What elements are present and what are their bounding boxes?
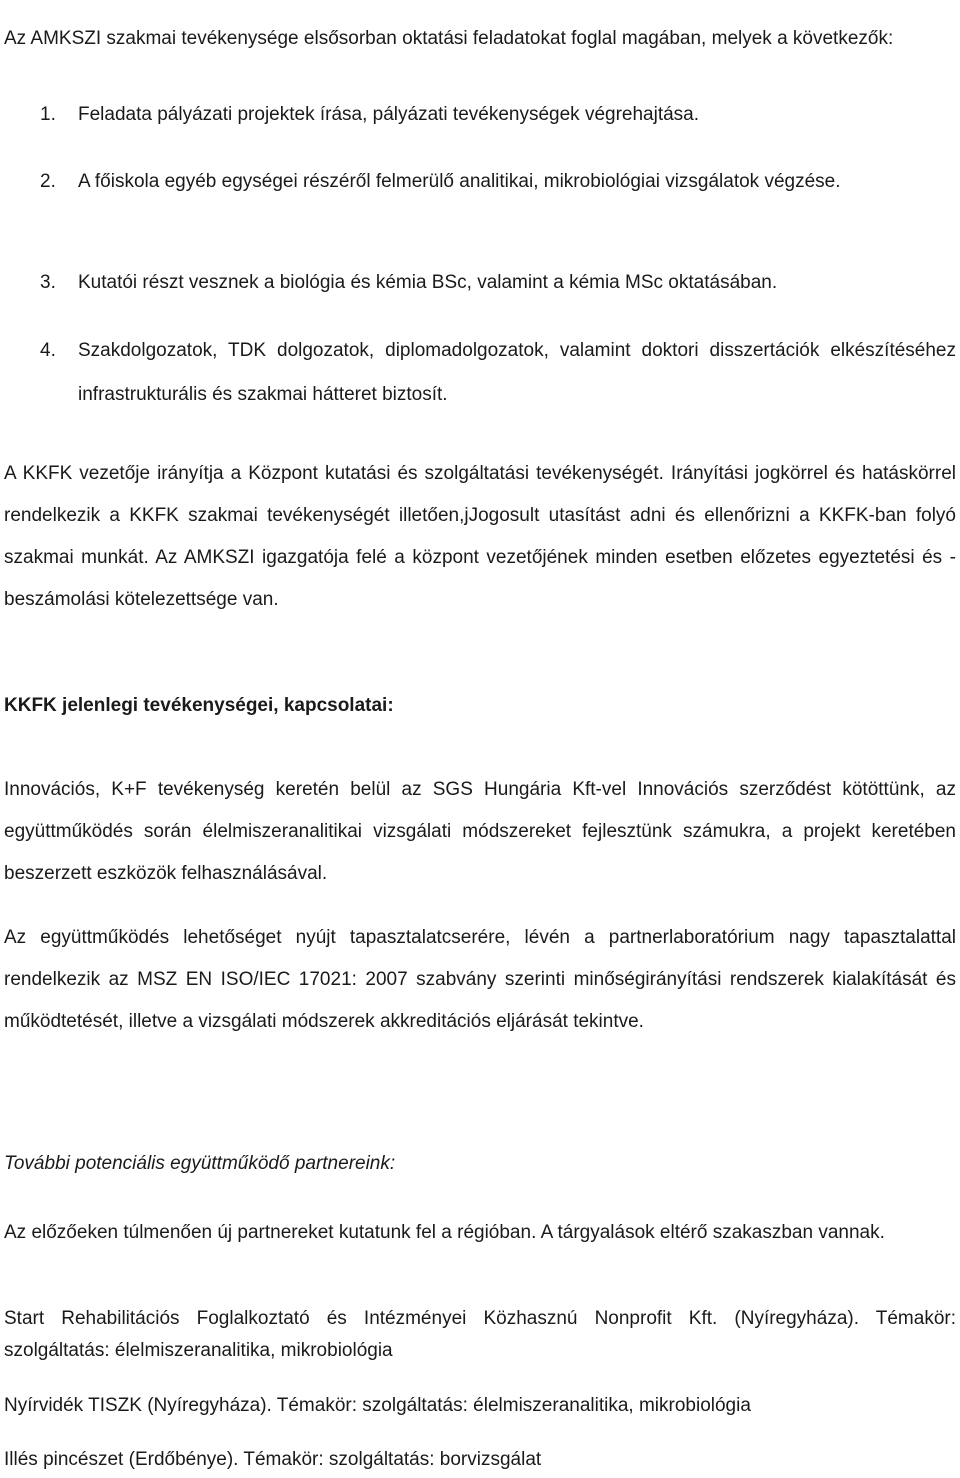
- list-item: [0, 97, 960, 133]
- partner-entry: Nyírvidék TISZK (Nyíregyháza). Témakör: szolgáltatás: élelmiszeranalitika, mikrobiológia: [4, 1395, 751, 1416]
- partner-entry: Start Rehabilitációs Foglalkoztató és Intézményei Közhasznú Nonprofit Kft. (Nyíregyháza). Témakör: szolgáltatás: élelmiszeranalitika, mikrobiológia: [4, 1308, 956, 1361]
- list-item-number: 3.: [40, 272, 56, 293]
- activities-paragraph-2: Az együttműködés lehetőséget nyújt tapasztalatcserére, lévén a partnerlaboratórium nagy tapasztalattal rendelkezik az MSZ EN ISO/IEC 17021: 2007 szabvány szerinti minőségirányítási rendszerek kialakítását és működtetését, illetve a vizsgálati módszerek akkreditációs eljárását tekintve.: [4, 927, 956, 1032]
- partners-intro: Az előzőeken túlmenően új partnereket kutatunk fel a régióban. A tárgyalások eltérő szakaszban vannak.: [4, 1222, 885, 1243]
- list-item-number: 2.: [40, 171, 56, 192]
- list-item-text: Kutatói részt vesznek a biológia és kémia BSc, valamint a kémia MSc oktatásában.: [78, 272, 778, 293]
- list-item: [0, 265, 960, 301]
- intro-paragraph: Az AMKSZI szakmai tevékenysége elsősorban oktatási feladatokat foglal magában, melyek a következők:: [4, 28, 894, 49]
- management-paragraph: A KKFK vezetője irányítja a Központ kutatási és szolgáltatási tevékenységét. Irányítási jogkörrel és hatáskörrel rendelkezik a KKFK szakmai tevékenységét illetően,jJogosult utasítást adni és ellenőrizni a KKFK-ban folyó szakmai munkát. Az AMKSZI igazgatója felé a központ vezetőjének minden esetben előzetes egyeztetési és - beszámolási kötelezettsége van.: [4, 463, 956, 610]
- list-item: [0, 160, 960, 204]
- list-item-text: Feladata pályázati projektek írása, pályázati tevékenységek végrehajtása.: [78, 104, 700, 125]
- list-item-text: A főiskola egyéb egységei részéről felmerülő analitikai, mikrobiológiai vizsgálatok végzése.: [78, 171, 841, 192]
- list-item-text: Szakdolgozatok, TDK dolgozatok, diplomadolgozatok, valamint doktori disszertációk elkészítéséhez infrastrukturális és szakmai hátteret biztosít.: [78, 340, 956, 405]
- partners-heading: További potenciális együttműködő partnereink:: [4, 1153, 396, 1174]
- activities-paragraph-1: Innovációs, K+F tevékenység keretén belül az SGS Hungária Kft-vel Innovációs szerződést kötöttünk, az együttműködés során élelmiszeranalitikai vizsgálati módszereket fejlesztünk számukra, a projekt keretében beszerzett eszközök felhasználásával.: [4, 779, 956, 884]
- list-item-number: 4.: [40, 340, 56, 361]
- activities-heading: KKFK jelenlegi tevékenységei, kapcsolatai:: [4, 695, 394, 716]
- partner-entry: Illés pincészet (Erdőbénye). Témakör: szolgáltatás: borvizsgálat: [4, 1449, 542, 1470]
- list-item-number: 1.: [40, 104, 56, 125]
- list-item: [0, 329, 960, 417]
